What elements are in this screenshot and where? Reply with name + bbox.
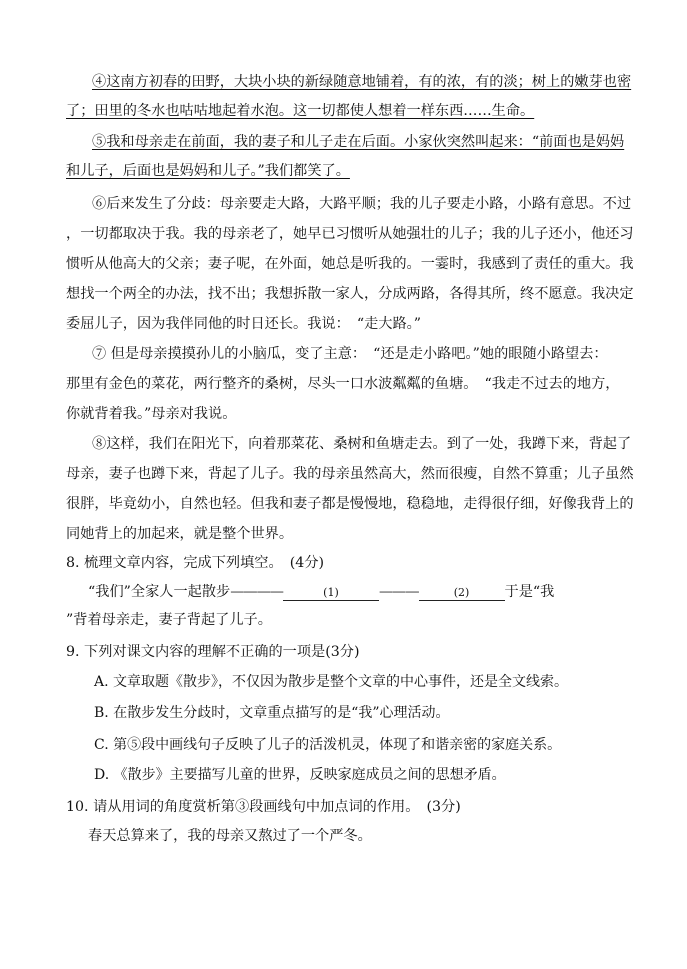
para8-line4: 同她背上的加起来，就是整个世界。 (66, 526, 294, 542)
para7-line2: 那里有金色的菜花，两行整齐的桑树，尽头一口水波粼粼的鱼塘。 “我走不过去的地方， (66, 376, 620, 392)
para6-line3: 惯听从他高大的父亲；妻子呢，在外面，她总是听我的。一霎时，我感到了责任的重大。我 (66, 256, 634, 272)
para5-line1: ⑤我和母亲走在前面，我的妻子和儿子走在后面。小家伙突然叫起来：“前面也是妈妈 (92, 134, 625, 150)
para5-line2: 和儿子，后面也是妈妈和儿子。”我们都笑了。 (66, 163, 350, 179)
question-8-fill-cont: ”背着母亲走，妻子背起了儿子。 (66, 612, 272, 628)
question-9-option-b[interactable]: B. 在散步发生分歧时，文章重点描写的是“我”心理活动。 (94, 705, 450, 721)
question-8-stem: 8. 梳理文章内容，完成下列填空。 (4分) (66, 555, 325, 571)
para7-line1: ⑦ 但是母亲摸摸孙儿的小脑瓜，变了主意： “还是走小路吧。”她的眼随小路望去： (92, 346, 608, 362)
q8-dash-1: ———— (230, 584, 283, 600)
question-8-fill-line (88, 582, 554, 602)
q8-blank-1[interactable]: (1) (283, 586, 379, 601)
question-10-quote: 春天总算来了，我的母亲又熬过了一个严冬。 (88, 828, 372, 844)
q8-fill-suffix: 于是“我 (504, 584, 555, 600)
para8-line1: ⑧这样，我们在阳光下，向着那菜花、桑树和鱼塘走去。到了一处，我蹲下来，背起了 (92, 436, 632, 452)
question-9-option-d[interactable]: D. 《散步》主要描写儿童的世界，反映家庭成员之间的思想矛盾。 (94, 767, 506, 783)
para7-line3: 你就背着我。”母亲对我说。 (66, 406, 237, 422)
question-10-stem: 10. 请从用词的角度赏析第③段画线句中加点词的作用。 (3分) (66, 799, 461, 815)
para8-line3: 很胖，毕竟幼小，自然也轻。但我和妻子都是慢慢地，稳稳地，走得很仔细，好像我背上的 (66, 496, 634, 512)
question-9-option-a[interactable]: A. 文章取题《散步》，不仅因为散步是整个文章的中心事件，还是全文线索。 (94, 674, 569, 690)
para4-line2: 了；田里的冬水也咕咕地起着水泡。这一切都使人想着一样东西……生命。 (66, 103, 535, 119)
para4-line1: ④这南方初春的田野，大块小块的新绿随意地铺着，有的浓，有的淡；树上的嫩芽也密 (92, 74, 632, 90)
q8-fill-prefix: “我们”全家人一起散步 (88, 584, 231, 600)
para6-line1: ⑥后来发生了分歧：母亲要走大路，大路平顺；我的儿子要走小路，小路有意思。不过 (92, 196, 632, 212)
q8-blank-2[interactable]: (2) (419, 586, 505, 601)
question-9-stem: 9. 下列对课文内容的理解不正确的一项是(3分) (66, 644, 360, 660)
para6-line4: 想找一个两全的办法，找不出；我想拆散一家人，分成两路，各得其所，终不愿意。我决定 (66, 286, 634, 302)
question-9-option-c[interactable]: C. 第⑤段中画线句子反映了儿子的活泼机灵，体现了和谐亲密的家庭关系。 (94, 737, 562, 753)
para6-line5: 委屈儿子，因为我伴同他的时日还长。我说： “走大路。” (66, 316, 421, 332)
para8-line2: 母亲，妻子也蹲下来，背起了儿子。我的母亲虽然高大，然而很瘦，自然不算重；儿子虽然 (66, 466, 634, 482)
para6-line2: ，一切都取决于我。我的母亲老了，她早已习惯听从她强壮的儿子；我的儿子还小，他还习 (66, 226, 634, 242)
q8-dash-2: ——— (378, 584, 419, 600)
